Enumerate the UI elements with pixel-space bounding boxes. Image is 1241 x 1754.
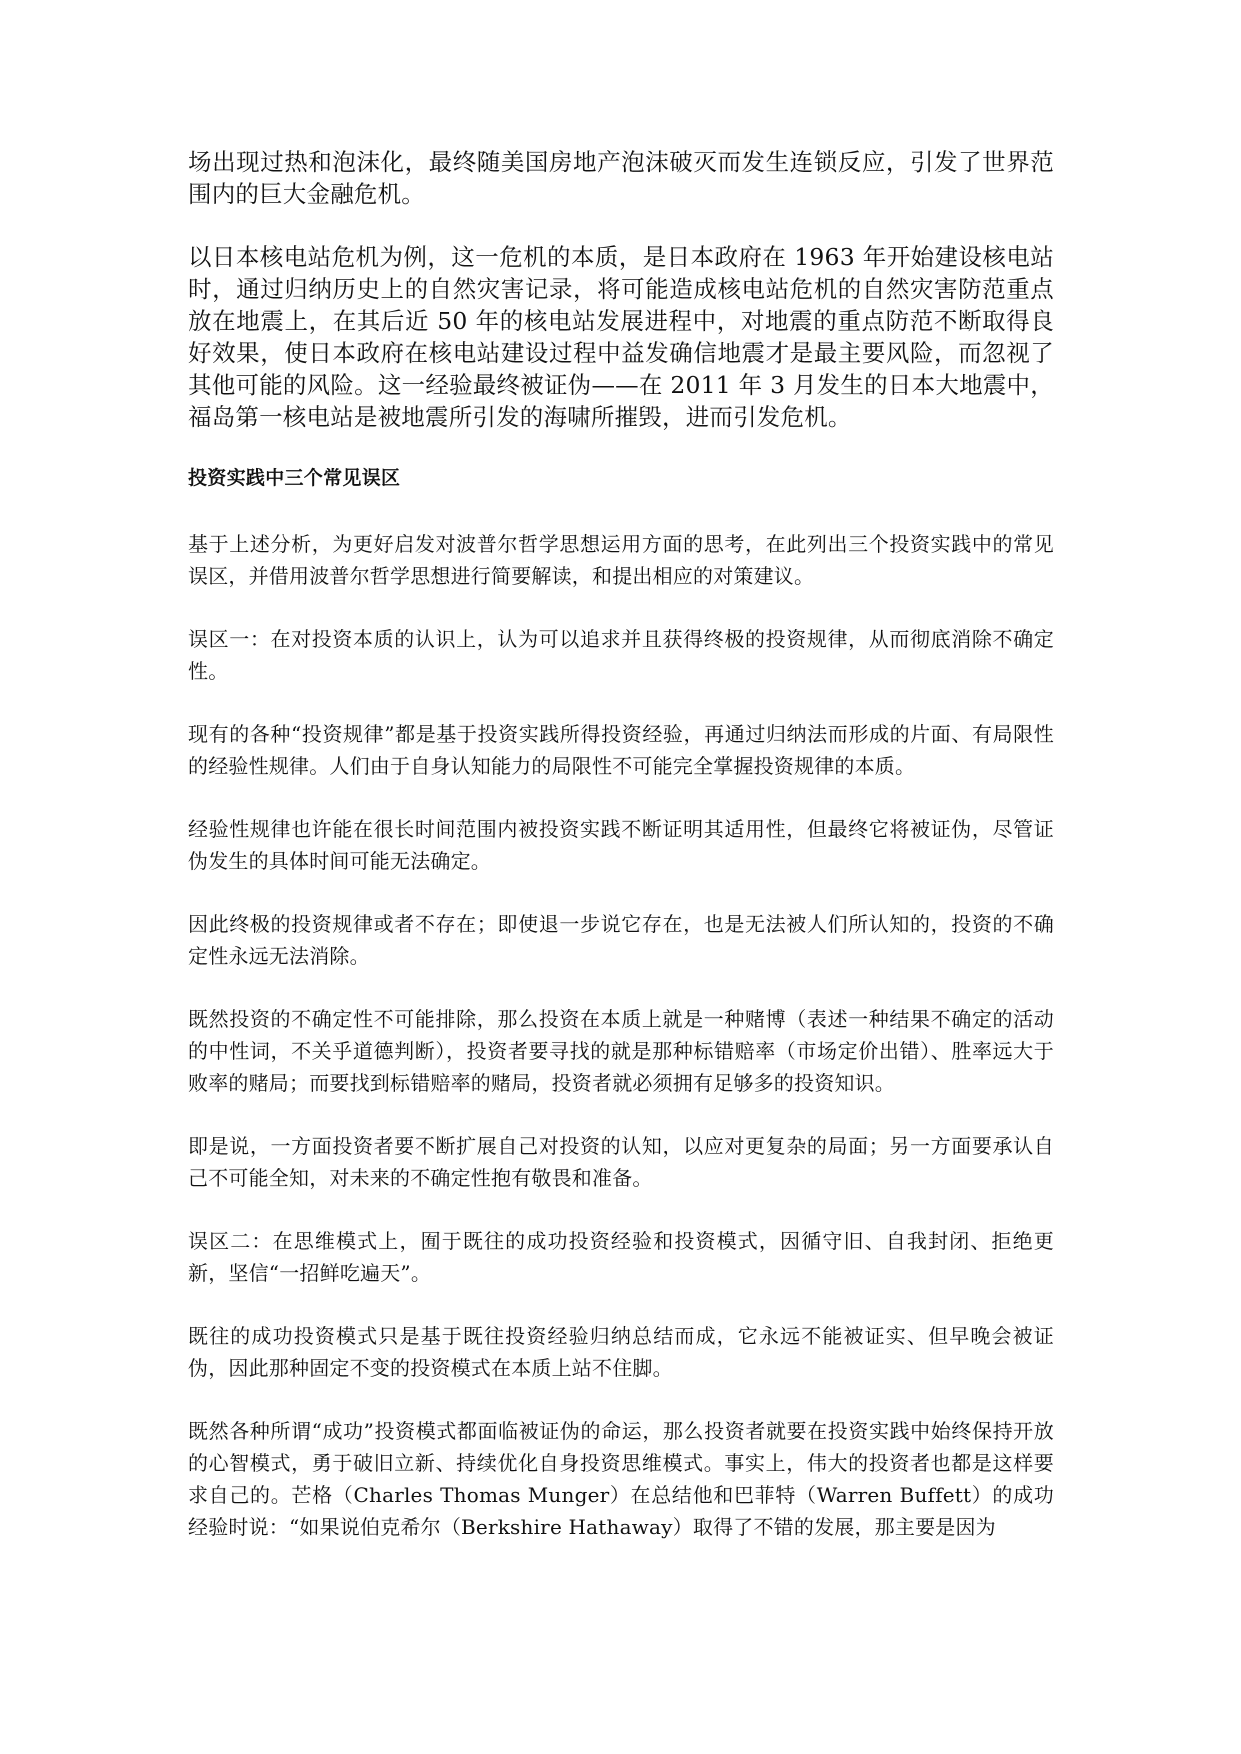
paragraph-myth-one: 误区一：在对投资本质的认识上，认为可以追求并且获得终极的投资规律，从而彻底消除不确定性。 — [188, 627, 1054, 683]
document-body — [188, 146, 1054, 1574]
paragraph-past-models: 既往的成功投资模式只是基于既往投资经验归纳总结而成，它永远不能被证实、但早晚会被证伪，因此那种固定不变的投资模式在本质上站不住脚。 — [188, 1324, 1054, 1380]
paragraph-cognition: 即是说，一方面投资者要不断扩展自己对投资的认知，以应对更复杂的局面；另一方面要承认自己不可能全知，对未来的不确定性抱有敬畏和准备。 — [188, 1134, 1054, 1190]
paragraph-financial-crisis: 场出现过热和泡沫化，最终随美国房地产泡沫破灭而发生连锁反应，引发了世界范围内的巨大金融危机。 — [188, 148, 1054, 208]
paragraph-investment-laws: 现有的各种“投资规律”都是基于投资实践所得投资经验，再通过归纳法而形成的片面、有局限性的经验性规律。人们由于自身认知能力的局限性不可能完全掌握投资规律的本质。 — [188, 722, 1054, 778]
paragraph-myth-two: 误区二：在思维模式上，囿于既往的成功投资经验和投资模式，因循守旧、自我封闭、拒绝更新，坚信“一招鲜吃遍天”。 — [188, 1229, 1054, 1285]
paragraph-intro: 基于上述分析，为更好启发对波普尔哲学思想运用方面的思考，在此列出三个投资实践中的常见误区，并借用波普尔哲学思想进行简要解读，和提出相应的对策建议。 — [188, 532, 1054, 588]
paragraph-nuclear-crisis: 以日本核电站危机为例，这一危机的本质，是日本政府在 1963 年开始建设核电站时，通过归纳历史上的自然灾害记录，将可能造成核电站危机的自然灾害防范重点放在地震上，在其后近 50 年的核电站发展进程中，对地震的重点防范不断取得良好效果，使日本政府在核电站建设过程中益发确信地震才是最主要风险，而忽视了其他可能的风险。这一经验最终被证伪——在 2011 年 3 月发生的日本大地震中，福岛第一核电站是被地震所引发的海啸所摧毁，进而引发危机。 — [188, 243, 1054, 431]
section-heading: 投资实践中三个常见误区 — [188, 467, 401, 489]
paragraph-uncertainty: 因此终极的投资规律或者不存在；即使退一步说它存在，也是无法被人们所认知的，投资的不确定性永远无法消除。 — [188, 912, 1054, 968]
paragraph-open-mind: 既然各种所谓“成功”投资模式都面临被证伪的命运，那么投资者就要在投资实践中始终保持开放的心智模式，勇于破旧立新、持续优化自身投资思维模式。事实上，伟大的投资者也都是这样要求自己的。芒格（Charles Thomas Munger）在总结他和巴菲特（Warren Buffett）的成功经验时说：“如果说伯克希尔（Berkshire Hathaway）取得了不错的发展，那主要是因为 — [188, 1419, 1054, 1539]
paragraph-gambling: 既然投资的不确定性不可能排除，那么投资在本质上就是一种赌博（表述一种结果不确定的活动的中性词，不关乎道德判断），投资者要寻找的就是那种标错赔率（市场定价出错）、胜率远大于败率的赌局；而要找到标错赔率的赌局，投资者就必须拥有足够多的投资知识。 — [188, 1007, 1054, 1095]
paragraph-empirical-laws: 经验性规律也许能在很长时间范围内被投资实践不断证明其适用性，但最终它将被证伪，尽管证伪发生的具体时间可能无法确定。 — [188, 817, 1054, 873]
